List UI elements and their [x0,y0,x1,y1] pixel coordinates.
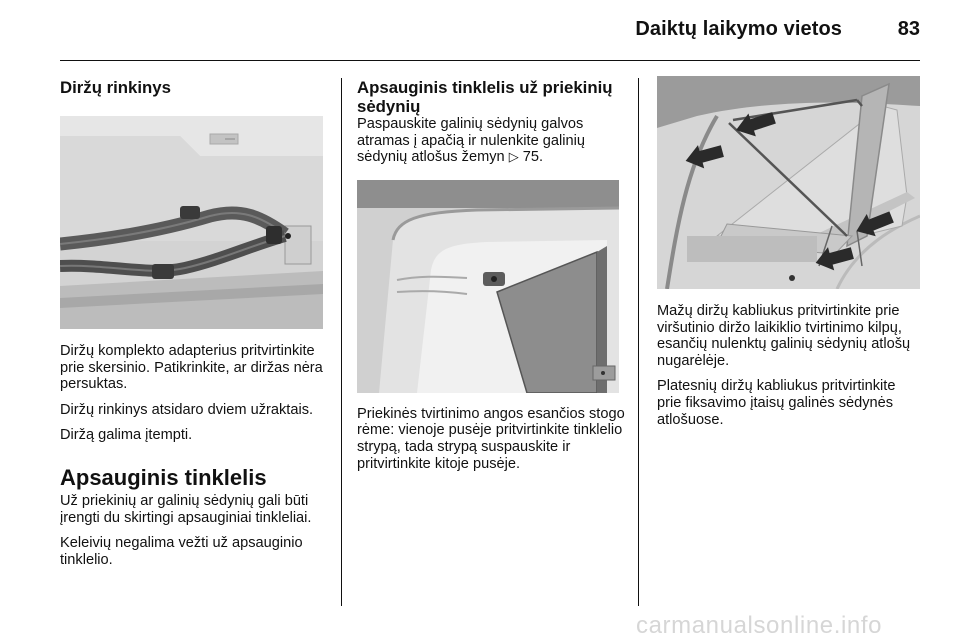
safety-net-paragraph-1: Už priekinių ar galinių sėdynių gali būti įrengti du skirtingi apsauginiai tinkleliai. [60,492,312,526]
net-intro-text: Paspauskite galinių sėdynių galvos atramas į apačią ir nulenkite galinių sėdynių atlošus žemyn [357,116,585,166]
safety-net-paragraph-2: Keleivių negalima vežti už apsauginio tinklelio. [60,535,303,568]
roof-frame-net-illustration [357,180,619,393]
wide-hooks-paragraph: Platesnių diržų kabliukus pritvirtinkite prie fiksavimo įtaisų galinės sėdynės atlošuose. [657,378,896,428]
page-header-title: Daiktų laikymo vietos [635,18,842,40]
belt-kit-paragraph-2: Diržų rinkinys atsidaro dviem užraktais. [60,401,314,418]
heading-safety-net: Apsauginis tinklelis [60,464,267,490]
column-divider-2 [638,78,639,606]
belt-kit-paragraph-3: Diržą galima įtempti. [60,427,193,444]
column-1 [60,78,328,577]
column-2 [357,78,627,481]
column-divider-1 [341,78,342,606]
net-hooks-illustration [657,76,920,289]
header-divider [60,60,920,61]
small-hooks-paragraph: Mažų diržų kabliukus pritvirtinkite prie viršutinio diržo laikiklio tvirtinimo kilpų, esančių nulenktų galinių sėdynių atlošų nugarėlėje. [657,303,911,369]
net-intro-ref-page: 75. [522,149,544,166]
page-number: 83 [897,18,920,40]
belt-kit-illustration [60,116,323,329]
watermark: carmanualsonline.info [636,612,883,639]
column-3 [657,76,921,437]
belt-kit-paragraph-1: Diržų komplekto adapterius pritvirtinkite prie skersinio. Patikrinkite, ar diržas nėra persuktas. [60,343,323,393]
section-title-belt-kit: Diržų rinkinys [60,78,171,97]
subheading-net-behind-front-seats: Apsauginis tinklelis už priekinių sėdynių [357,78,613,116]
ref-arrow-icon: ▷ [508,149,519,165]
net-intro-paragraph [357,116,627,166]
roof-frame-caption: Priekinės tvirtinimo angos esančios stogo rėme: vienoje pusėje pritvirtinkite tinklelio strypą, tada strypą suspauskite ir pritvirtinkite kitoje pusėje. [357,405,625,472]
